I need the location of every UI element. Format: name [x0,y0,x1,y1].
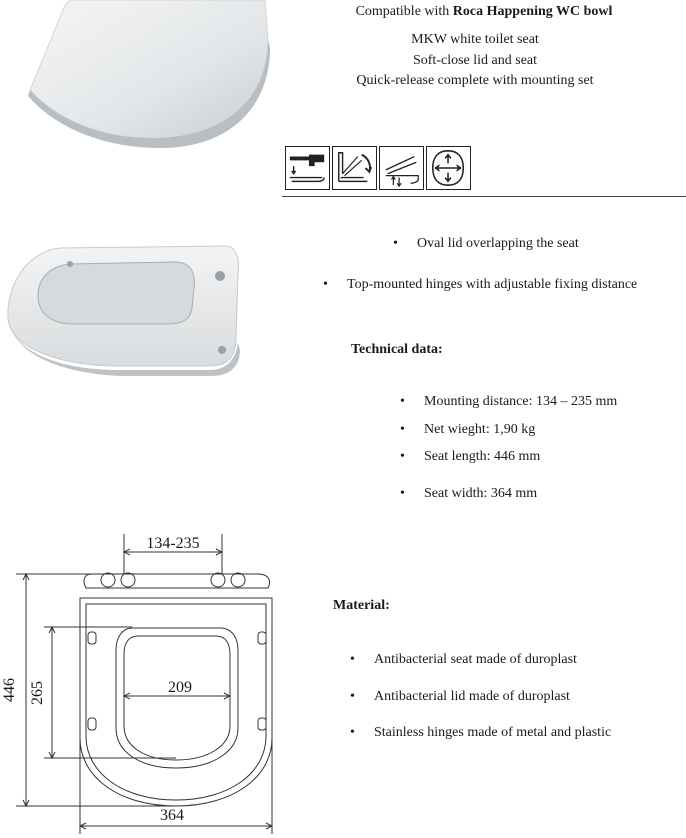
feature-icons [285,146,471,190]
open-seat-photo [0,238,262,388]
technical-item: • Mounting distance: 134 – 235 mm [400,394,618,409]
intro-line-2: MKW white toilet seat [411,32,539,47]
feature-item: • Top-mounted hinges with adjustable fixing distance [323,277,638,292]
mounting-tool-icon [285,146,330,190]
technical-item: • Seat width: 364 mm [400,486,538,501]
material-item: • Antibacterial lid made of duroplast [350,689,570,704]
dim-mounting-label: 134-235 [146,535,200,552]
compat-product: Roca Happening WC bowl [452,4,613,19]
dimension-drawing [0,528,290,838]
material-item: • Stainless hinges made of metal and plastic [350,725,612,740]
dim-inner-length-label: 265 [29,681,46,705]
adjustable-fixing-icon [426,146,471,190]
material-item: • Antibacterial seat made of duroplast [350,652,577,667]
section-divider [282,196,686,197]
soft-close-icon [332,146,377,190]
closed-lid-photo [0,0,280,150]
feature-item: • Oval lid overlapping the seat [393,236,579,251]
dim-inner-width-label: 209 [168,679,192,696]
compatibility-line [282,4,686,20]
material-heading: Material: [333,598,390,613]
dim-width-label: 364 [160,807,184,824]
technical-item: • Seat length: 446 mm [400,449,541,464]
intro-line-3: Soft-close lid and seat [412,53,538,68]
technical-heading: Technical data: [351,342,443,357]
quick-release-icon [379,146,424,190]
dim-length-label: 446 [1,678,18,702]
technical-item: • Net wieght: 1,90 kg [400,422,536,437]
compat-prefix: Compatible with [355,4,453,19]
intro-line-4: Quick-release complete with mounting set [356,73,594,88]
